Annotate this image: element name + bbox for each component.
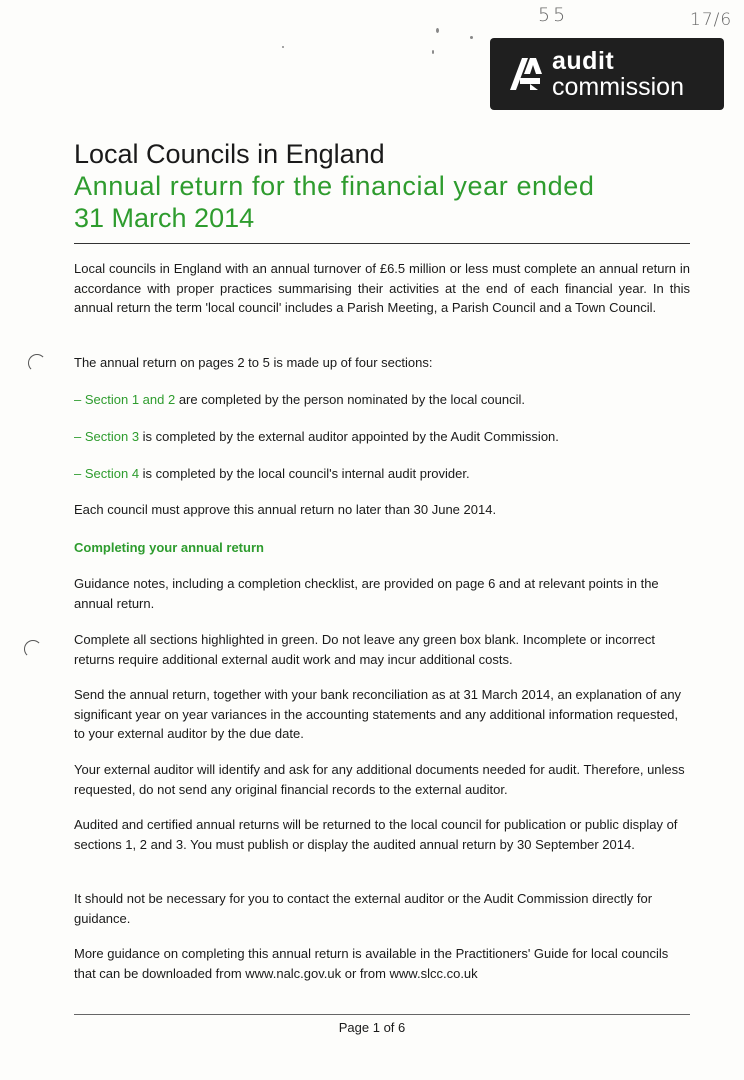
section-label: – Section 4 [74,466,140,481]
section-item [74,464,690,484]
section-item [74,390,690,410]
guidance-paragraph: Guidance notes, including a completion checklist, are provided on page 6 and at relevant points in the annual return. [74,576,659,611]
sections-intro: The annual return on pages 2 to 5 is made up of four sections: [74,355,433,370]
guidance-paragraph: It should not be necessary for you to contact the external auditor or the Audit Commission directly for guidance. [74,891,653,926]
title-divider [74,243,690,244]
guidance-paragraph: Send the annual return, together with your bank reconciliation as at 31 March 2014, an explanation of any significant year on year variances in the accounting statements and any additional information requested, to your external auditor by the due date. [74,687,682,741]
handwritten-annotation: 55 [538,4,569,26]
section-text: are completed by the person nominated by the local council. [175,392,525,407]
guidance-paragraph: Your external auditor will identify and ask for any additional documents needed for audit. Therefore, unless requested, do not send any original financial records to the external auditor. [74,762,685,797]
logo-text-audit: audit [552,47,615,75]
approval-deadline: Each council must approve this annual return no later than 30 June 2014. [74,502,497,517]
section-label: – Section 1 and 2 [74,392,176,407]
guidance-paragraph: Audited and certified annual returns will be returned to the local council for publication or public display of sections 1, 2 and 3. You must publish or display the audited annual return by 30 September 2014. [74,817,678,852]
section-text: is completed by the external auditor appointed by the Audit Commission. [139,429,559,444]
footer-divider [74,1014,690,1015]
page-subtitle-date: 31 March 2014 [74,203,255,233]
section-text: is completed by the local council's internal audit provider. [139,466,470,481]
page-number: Page 1 of 6 [338,1020,406,1035]
guidance-paragraph: More guidance on completing this annual return is available in the Practitioners' Guide for local councils that can be downloaded from www.nalc.gov.uk or from www.slcc.co.uk [74,946,669,981]
handwritten-annotation: 17/6 [690,10,733,30]
scan-speck [436,28,439,33]
scan-speck [282,46,284,48]
guidance-paragraph: Complete all sections highlighted in green. Do not leave any green box blank. Incomplete or incorrect returns require additional external audit work and may incur additional costs. [74,632,656,667]
logo-text-commission: commission [552,73,684,101]
audit-commission-mark-icon [508,54,544,92]
audit-commission-logo [490,38,724,110]
scan-speck [470,36,473,39]
margin-mark [24,640,42,658]
section-label: – Section 3 [74,429,140,444]
section-heading: Completing your annual return [74,540,264,555]
section-item [74,427,690,447]
intro-paragraph: Local councils in England with an annual turnover of £6.5 million or less must complete an annual return in accordance with proper practices summarising their activities at the end of each financial year. In this annual return the term 'local council' includes a Parish Meeting, a Parish Council and a Town Council. [74,261,690,315]
page-subtitle: Annual return for the financial year ended [74,171,595,201]
page-title: Local Councils in England [74,139,385,169]
scan-speck [432,50,434,54]
margin-mark [28,354,46,372]
